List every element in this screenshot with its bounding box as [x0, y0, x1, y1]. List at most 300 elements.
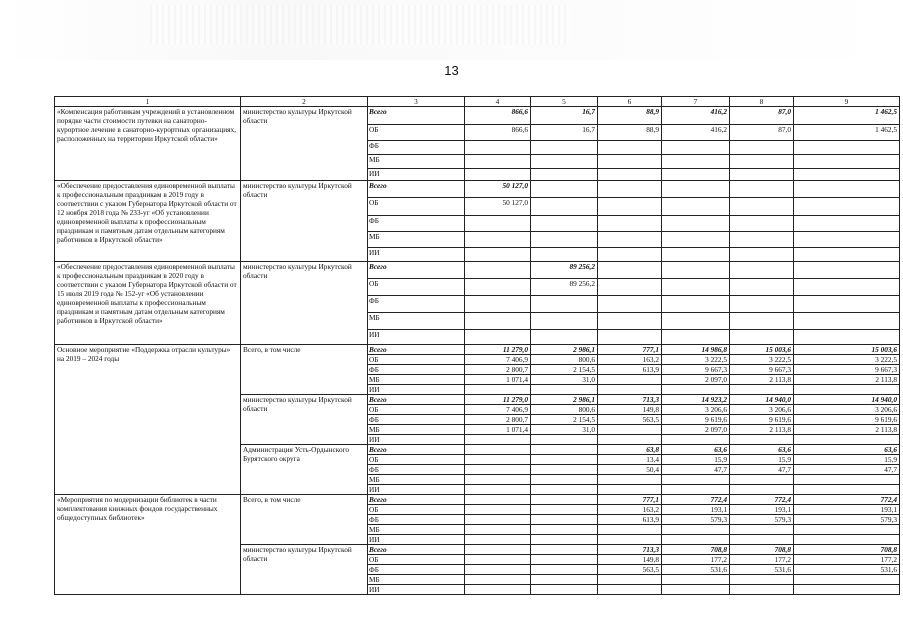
amount-cell: 63,8	[598, 445, 662, 455]
funding-source-cell: МБ	[368, 313, 465, 330]
amount-cell	[598, 425, 662, 435]
page-number: 13	[444, 63, 459, 78]
funding-source-cell: ИИ	[368, 435, 465, 445]
amount-cell	[662, 198, 730, 216]
amount-cell	[730, 535, 794, 545]
amount-cell: 1 462,5	[794, 107, 900, 125]
amount-cell	[662, 313, 730, 330]
funding-source-cell: ОБ	[368, 125, 465, 141]
amount-cell: 579,3	[794, 515, 900, 525]
amount-cell: 866,6	[465, 107, 531, 125]
amount-cell: 708,8	[730, 545, 794, 555]
amount-cell: 14 940,0	[730, 395, 794, 405]
amount-cell	[598, 435, 662, 445]
amount-cell: 772,4	[794, 495, 900, 505]
amount-cell: 7 406,9	[465, 355, 531, 365]
amount-cell: 11 279,0	[465, 395, 531, 405]
measure-name-cell: Основное мероприятие «Поддержка отрасли культуры» на 2019 – 2024 годы	[55, 345, 241, 495]
amount-cell: 1 071,4	[465, 375, 531, 385]
funding-source-cell: Всего	[368, 262, 465, 279]
funding-source-cell: МБ	[368, 575, 465, 585]
amount-cell	[730, 248, 794, 262]
amount-cell: 63,6	[662, 445, 730, 455]
funding-source-cell: МБ	[368, 425, 465, 435]
amount-cell	[465, 485, 531, 495]
amount-cell: 15 003,6	[794, 345, 900, 355]
amount-cell: 89 256,2	[531, 262, 598, 279]
amount-cell	[531, 585, 598, 595]
amount-cell	[794, 248, 900, 262]
amount-cell	[730, 435, 794, 445]
amount-cell	[465, 575, 531, 585]
amount-cell	[794, 485, 900, 495]
amount-cell	[531, 181, 598, 198]
amount-cell: 88,9	[598, 125, 662, 141]
amount-cell: 9 667,3	[794, 365, 900, 375]
amount-cell	[598, 262, 662, 279]
amount-cell	[465, 141, 531, 155]
amount-cell	[794, 279, 900, 296]
amount-cell	[465, 330, 531, 345]
amount-cell	[794, 435, 900, 445]
amount-cell	[465, 232, 531, 248]
amount-cell: 87,0	[730, 125, 794, 141]
amount-cell	[465, 313, 531, 330]
amount-cell: 2 154,5	[531, 415, 598, 425]
amount-cell	[465, 279, 531, 296]
amount-cell	[465, 565, 531, 575]
funding-source-cell: ФБ	[368, 515, 465, 525]
amount-cell	[531, 330, 598, 345]
amount-cell	[531, 565, 598, 575]
amount-cell: 149,8	[598, 555, 662, 565]
executor-cell: министерство культуры Иркутской области	[241, 181, 368, 262]
amount-cell: 713,3	[598, 395, 662, 405]
amount-cell: 2 154,5	[531, 365, 598, 375]
amount-cell: 777,1	[598, 495, 662, 505]
amount-cell	[662, 248, 730, 262]
amount-cell: 47,7	[730, 465, 794, 475]
amount-cell	[598, 475, 662, 485]
amount-cell	[531, 495, 598, 505]
measure-name-cell: «Мероприятия по модернизации библиотек в части комплектования книжных фондов государственных общедоступных библиотек»	[55, 495, 241, 595]
amount-cell: 87,0	[730, 107, 794, 125]
amount-cell: 563,5	[598, 415, 662, 425]
header-cell: 4	[465, 97, 531, 107]
amount-cell	[531, 525, 598, 535]
amount-cell: 50,4	[598, 465, 662, 475]
amount-cell: 31,0	[531, 425, 598, 435]
amount-cell	[662, 575, 730, 585]
amount-cell	[730, 216, 794, 232]
amount-cell	[598, 575, 662, 585]
amount-cell: 89 256,2	[531, 279, 598, 296]
amount-cell	[531, 545, 598, 555]
amount-cell: 2 986,1	[531, 395, 598, 405]
measure-name-cell: «Компенсация работникам учреждений в установленном порядке части стоимости путевки на санаторно-курортное лечение в санаторно-курортных организациях, расположенных на территории Иркутской области»	[55, 107, 241, 181]
amount-cell	[730, 155, 794, 169]
amount-cell: 9 619,6	[730, 415, 794, 425]
amount-cell: 2 800,7	[465, 365, 531, 375]
amount-cell	[794, 296, 900, 313]
amount-cell: 2 113,8	[794, 375, 900, 385]
executor-cell: министерство культуры Иркутской области	[241, 262, 368, 345]
amount-cell: 579,3	[730, 515, 794, 525]
amount-cell	[531, 575, 598, 585]
amount-cell	[598, 181, 662, 198]
amount-cell	[531, 385, 598, 395]
amount-cell	[598, 485, 662, 495]
funding-source-cell: ИИ	[368, 385, 465, 395]
amount-cell: 713,3	[598, 545, 662, 555]
amount-cell: 708,8	[794, 545, 900, 555]
amount-cell	[598, 585, 662, 595]
amount-cell: 15,9	[730, 455, 794, 465]
amount-cell: 193,1	[730, 505, 794, 515]
amount-cell: 13,4	[598, 455, 662, 465]
amount-cell: 9 619,6	[662, 415, 730, 425]
amount-cell	[794, 330, 900, 345]
amount-cell: 9 619,6	[794, 415, 900, 425]
amount-cell	[531, 155, 598, 169]
amount-cell: 177,2	[662, 555, 730, 565]
amount-cell	[465, 545, 531, 555]
amount-cell: 7 406,9	[465, 405, 531, 415]
amount-cell: 772,4	[730, 495, 794, 505]
amount-cell	[531, 216, 598, 232]
funding-source-cell: ОБ	[368, 279, 465, 296]
amount-cell: 11 279,0	[465, 345, 531, 355]
funding-source-cell: ИИ	[368, 248, 465, 262]
funding-source-cell: ОБ	[368, 555, 465, 565]
amount-cell	[662, 232, 730, 248]
amount-cell: 579,3	[662, 515, 730, 525]
funding-source-cell: ФБ	[368, 465, 465, 475]
amount-cell	[662, 296, 730, 313]
amount-cell: 9 667,3	[662, 365, 730, 375]
amount-cell	[662, 216, 730, 232]
amount-cell: 63,6	[730, 445, 794, 455]
amount-cell	[531, 465, 598, 475]
amount-cell: 15,9	[662, 455, 730, 465]
amount-cell	[531, 535, 598, 545]
amount-cell	[531, 296, 598, 313]
amount-cell	[531, 475, 598, 485]
measure-name-cell: «Обеспечение предоставления единовременной выплаты к профессиональным праздникам в 2019 году в соответствии с указом Губернатора Иркутской области от 12 ноября 2018 года № 233-уг «Об установлении единовременной выплаты к профессиональным праздникам и памятным датам отдельным категориям работников в Иркутской области»	[55, 181, 241, 262]
amount-cell	[465, 435, 531, 445]
table-row	[55, 181, 900, 198]
funding-source-cell: Всего	[368, 495, 465, 505]
amount-cell: 31,0	[531, 375, 598, 385]
amount-cell	[730, 198, 794, 216]
amount-cell	[465, 475, 531, 485]
amount-cell: 3 222,5	[662, 355, 730, 365]
measure-name-cell: «Обеспечение предоставления единовременной выплаты к профессиональным праздникам в 2020 году в соответствии с указом Губернатора Иркутской области от 15 июля 2019 года № 152-уг «Об установлении единовременной выплаты к профессиональным праздникам и памятным датам отдельным категориям работников в Иркутской области»	[55, 262, 241, 345]
amount-cell	[531, 248, 598, 262]
amount-cell: 16,7	[531, 125, 598, 141]
amount-cell: 47,7	[794, 465, 900, 475]
amount-cell: 3 206,6	[794, 405, 900, 415]
amount-cell: 416,2	[662, 125, 730, 141]
amount-cell: 613,9	[598, 515, 662, 525]
amount-cell	[465, 505, 531, 515]
amount-cell	[531, 505, 598, 515]
amount-cell	[794, 525, 900, 535]
funding-source-cell: ИИ	[368, 585, 465, 595]
amount-cell	[465, 455, 531, 465]
amount-cell: 163,2	[598, 505, 662, 515]
amount-cell	[598, 385, 662, 395]
funding-source-cell: Всего	[368, 445, 465, 455]
header-cell: 1	[55, 97, 241, 107]
amount-cell	[598, 525, 662, 535]
amount-cell	[662, 330, 730, 345]
amount-cell	[465, 216, 531, 232]
amount-cell	[531, 435, 598, 445]
amount-cell	[598, 248, 662, 262]
table-row	[55, 345, 900, 355]
amount-cell	[794, 585, 900, 595]
amount-cell	[598, 330, 662, 345]
amount-cell	[598, 169, 662, 181]
amount-cell	[662, 385, 730, 395]
amount-cell: 3 222,5	[730, 355, 794, 365]
amount-cell	[730, 169, 794, 181]
table-row	[55, 495, 900, 505]
amount-cell: 177,2	[730, 555, 794, 565]
amount-cell: 3 206,6	[662, 405, 730, 415]
funding-source-cell: Всего	[368, 181, 465, 198]
amount-cell: 193,1	[794, 505, 900, 515]
amount-cell: 3 222,5	[794, 355, 900, 365]
funding-source-cell: ОБ	[368, 405, 465, 415]
funding-source-cell: МБ	[368, 232, 465, 248]
amount-cell	[531, 485, 598, 495]
amount-cell: 531,6	[662, 565, 730, 575]
amount-cell: 2 986,1	[531, 345, 598, 355]
amount-cell	[598, 375, 662, 385]
amount-cell	[531, 169, 598, 181]
amount-cell	[794, 475, 900, 485]
amount-cell	[794, 141, 900, 155]
amount-cell	[794, 198, 900, 216]
amount-cell: 772,4	[662, 495, 730, 505]
amount-cell: 800,6	[531, 405, 598, 415]
amount-cell	[730, 141, 794, 155]
amount-cell	[730, 181, 794, 198]
amount-cell: 531,6	[730, 565, 794, 575]
funding-source-cell: МБ	[368, 475, 465, 485]
amount-cell	[662, 279, 730, 296]
amount-cell: 1 071,4	[465, 425, 531, 435]
amount-cell	[730, 485, 794, 495]
amount-cell: 14 923,2	[662, 395, 730, 405]
amount-cell: 613,9	[598, 365, 662, 375]
funding-source-cell: ИИ	[368, 169, 465, 181]
amount-cell: 47,7	[662, 465, 730, 475]
funding-source-cell: ИИ	[368, 330, 465, 345]
amount-cell: 193,1	[662, 505, 730, 515]
amount-cell: 63,6	[794, 445, 900, 455]
amount-cell: 708,8	[662, 545, 730, 555]
amount-cell	[730, 296, 794, 313]
amount-cell: 88,9	[598, 107, 662, 125]
amount-cell	[730, 232, 794, 248]
executor-cell: Всего, в том числе	[241, 495, 368, 545]
funding-source-cell: Всего	[368, 395, 465, 405]
amount-cell	[465, 445, 531, 455]
amount-cell	[662, 535, 730, 545]
amount-cell	[465, 555, 531, 565]
amount-cell	[465, 515, 531, 525]
amount-cell	[662, 475, 730, 485]
amount-cell	[598, 535, 662, 545]
funding-source-cell: ОБ	[368, 355, 465, 365]
amount-cell	[662, 155, 730, 169]
funding-source-cell: ФБ	[368, 365, 465, 375]
header-cell: 9	[794, 97, 900, 107]
funding-source-cell: МБ	[368, 375, 465, 385]
amount-cell	[531, 232, 598, 248]
amount-cell: 2 800,7	[465, 415, 531, 425]
amount-cell	[730, 575, 794, 585]
funding-source-cell: ФБ	[368, 296, 465, 313]
amount-cell: 50 127,0	[465, 181, 531, 198]
amount-cell	[730, 279, 794, 296]
funding-source-cell: ФБ	[368, 216, 465, 232]
amount-cell	[598, 313, 662, 330]
amount-cell	[531, 445, 598, 455]
amount-cell	[465, 296, 531, 313]
amount-cell: 563,5	[598, 565, 662, 575]
funding-source-cell: ОБ	[368, 455, 465, 465]
amount-cell	[794, 216, 900, 232]
scan-noise-texture	[150, 5, 570, 45]
amount-cell	[465, 495, 531, 505]
amount-cell	[730, 262, 794, 279]
header-cell: 6	[598, 97, 662, 107]
amount-cell	[662, 262, 730, 279]
amount-cell	[794, 313, 900, 330]
amount-cell	[662, 585, 730, 595]
amount-cell	[531, 455, 598, 465]
funding-source-cell: ОБ	[368, 198, 465, 216]
amount-cell	[662, 435, 730, 445]
amount-cell	[465, 465, 531, 475]
executor-cell: министерство культуры Иркутской области	[241, 545, 368, 595]
amount-cell: 2 097,0	[662, 375, 730, 385]
amount-cell	[531, 555, 598, 565]
header-cell: 5	[531, 97, 598, 107]
amount-cell: 866,6	[465, 125, 531, 141]
header-row	[55, 97, 900, 107]
table-row	[55, 262, 900, 279]
amount-cell	[465, 525, 531, 535]
amount-cell	[794, 575, 900, 585]
amount-cell: 2 113,8	[730, 425, 794, 435]
funding-source-cell: Всего	[368, 107, 465, 125]
funding-source-cell: ФБ	[368, 141, 465, 155]
amount-cell	[598, 216, 662, 232]
amount-cell	[730, 475, 794, 485]
amount-cell: 15 003,6	[730, 345, 794, 355]
amount-cell	[465, 535, 531, 545]
amount-cell	[794, 232, 900, 248]
amount-cell: 800,6	[531, 355, 598, 365]
amount-cell: 416,2	[662, 107, 730, 125]
amount-cell	[730, 313, 794, 330]
amount-cell	[465, 585, 531, 595]
table-row	[55, 107, 900, 125]
amount-cell	[598, 155, 662, 169]
amount-cell: 2 113,8	[794, 425, 900, 435]
amount-cell	[794, 169, 900, 181]
funding-source-cell: МБ	[368, 155, 465, 169]
amount-cell	[794, 155, 900, 169]
amount-cell: 149,8	[598, 405, 662, 415]
amount-cell	[794, 181, 900, 198]
amount-cell	[598, 279, 662, 296]
amount-cell	[730, 585, 794, 595]
amount-cell	[662, 181, 730, 198]
amount-cell	[465, 385, 531, 395]
amount-cell: 163,2	[598, 355, 662, 365]
funding-source-cell: Всего	[368, 545, 465, 555]
header-cell: 2	[241, 97, 368, 107]
executor-cell: министерство культуры Иркутской области	[241, 107, 368, 181]
amount-cell: 531,6	[794, 565, 900, 575]
amount-cell	[662, 141, 730, 155]
amount-cell: 2 097,0	[662, 425, 730, 435]
amount-cell	[465, 248, 531, 262]
header-cell: 7	[662, 97, 730, 107]
executor-cell: Всего, в том числе	[241, 345, 368, 395]
amount-cell: 16,7	[531, 107, 598, 125]
funding-source-cell: Всего	[368, 345, 465, 355]
amount-cell	[730, 525, 794, 535]
funding-source-cell: ОБ	[368, 505, 465, 515]
amount-cell: 14 940,0	[794, 395, 900, 405]
header-cell: 3	[368, 97, 465, 107]
amount-cell	[598, 296, 662, 313]
amount-cell	[531, 141, 598, 155]
amount-cell: 777,1	[598, 345, 662, 355]
amount-cell	[794, 535, 900, 545]
funding-source-cell: МБ	[368, 525, 465, 535]
amount-cell	[794, 262, 900, 279]
amount-cell: 50 127,0	[465, 198, 531, 216]
amount-cell	[662, 525, 730, 535]
budget-table	[54, 96, 900, 595]
amount-cell: 15,9	[794, 455, 900, 465]
funding-source-cell: ФБ	[368, 565, 465, 575]
amount-cell	[465, 155, 531, 169]
amount-cell	[465, 262, 531, 279]
amount-cell	[531, 515, 598, 525]
header-cell: 8	[730, 97, 794, 107]
amount-cell: 14 986,8	[662, 345, 730, 355]
amount-cell: 9 667,3	[730, 365, 794, 375]
executor-cell: министерство культуры Иркутской области	[241, 395, 368, 445]
amount-cell: 177,2	[794, 555, 900, 565]
amount-cell	[531, 313, 598, 330]
amount-cell	[730, 330, 794, 345]
amount-cell	[531, 198, 598, 216]
amount-cell: 2 113,8	[730, 375, 794, 385]
amount-cell	[465, 169, 531, 181]
amount-cell	[598, 141, 662, 155]
amount-cell	[598, 232, 662, 248]
